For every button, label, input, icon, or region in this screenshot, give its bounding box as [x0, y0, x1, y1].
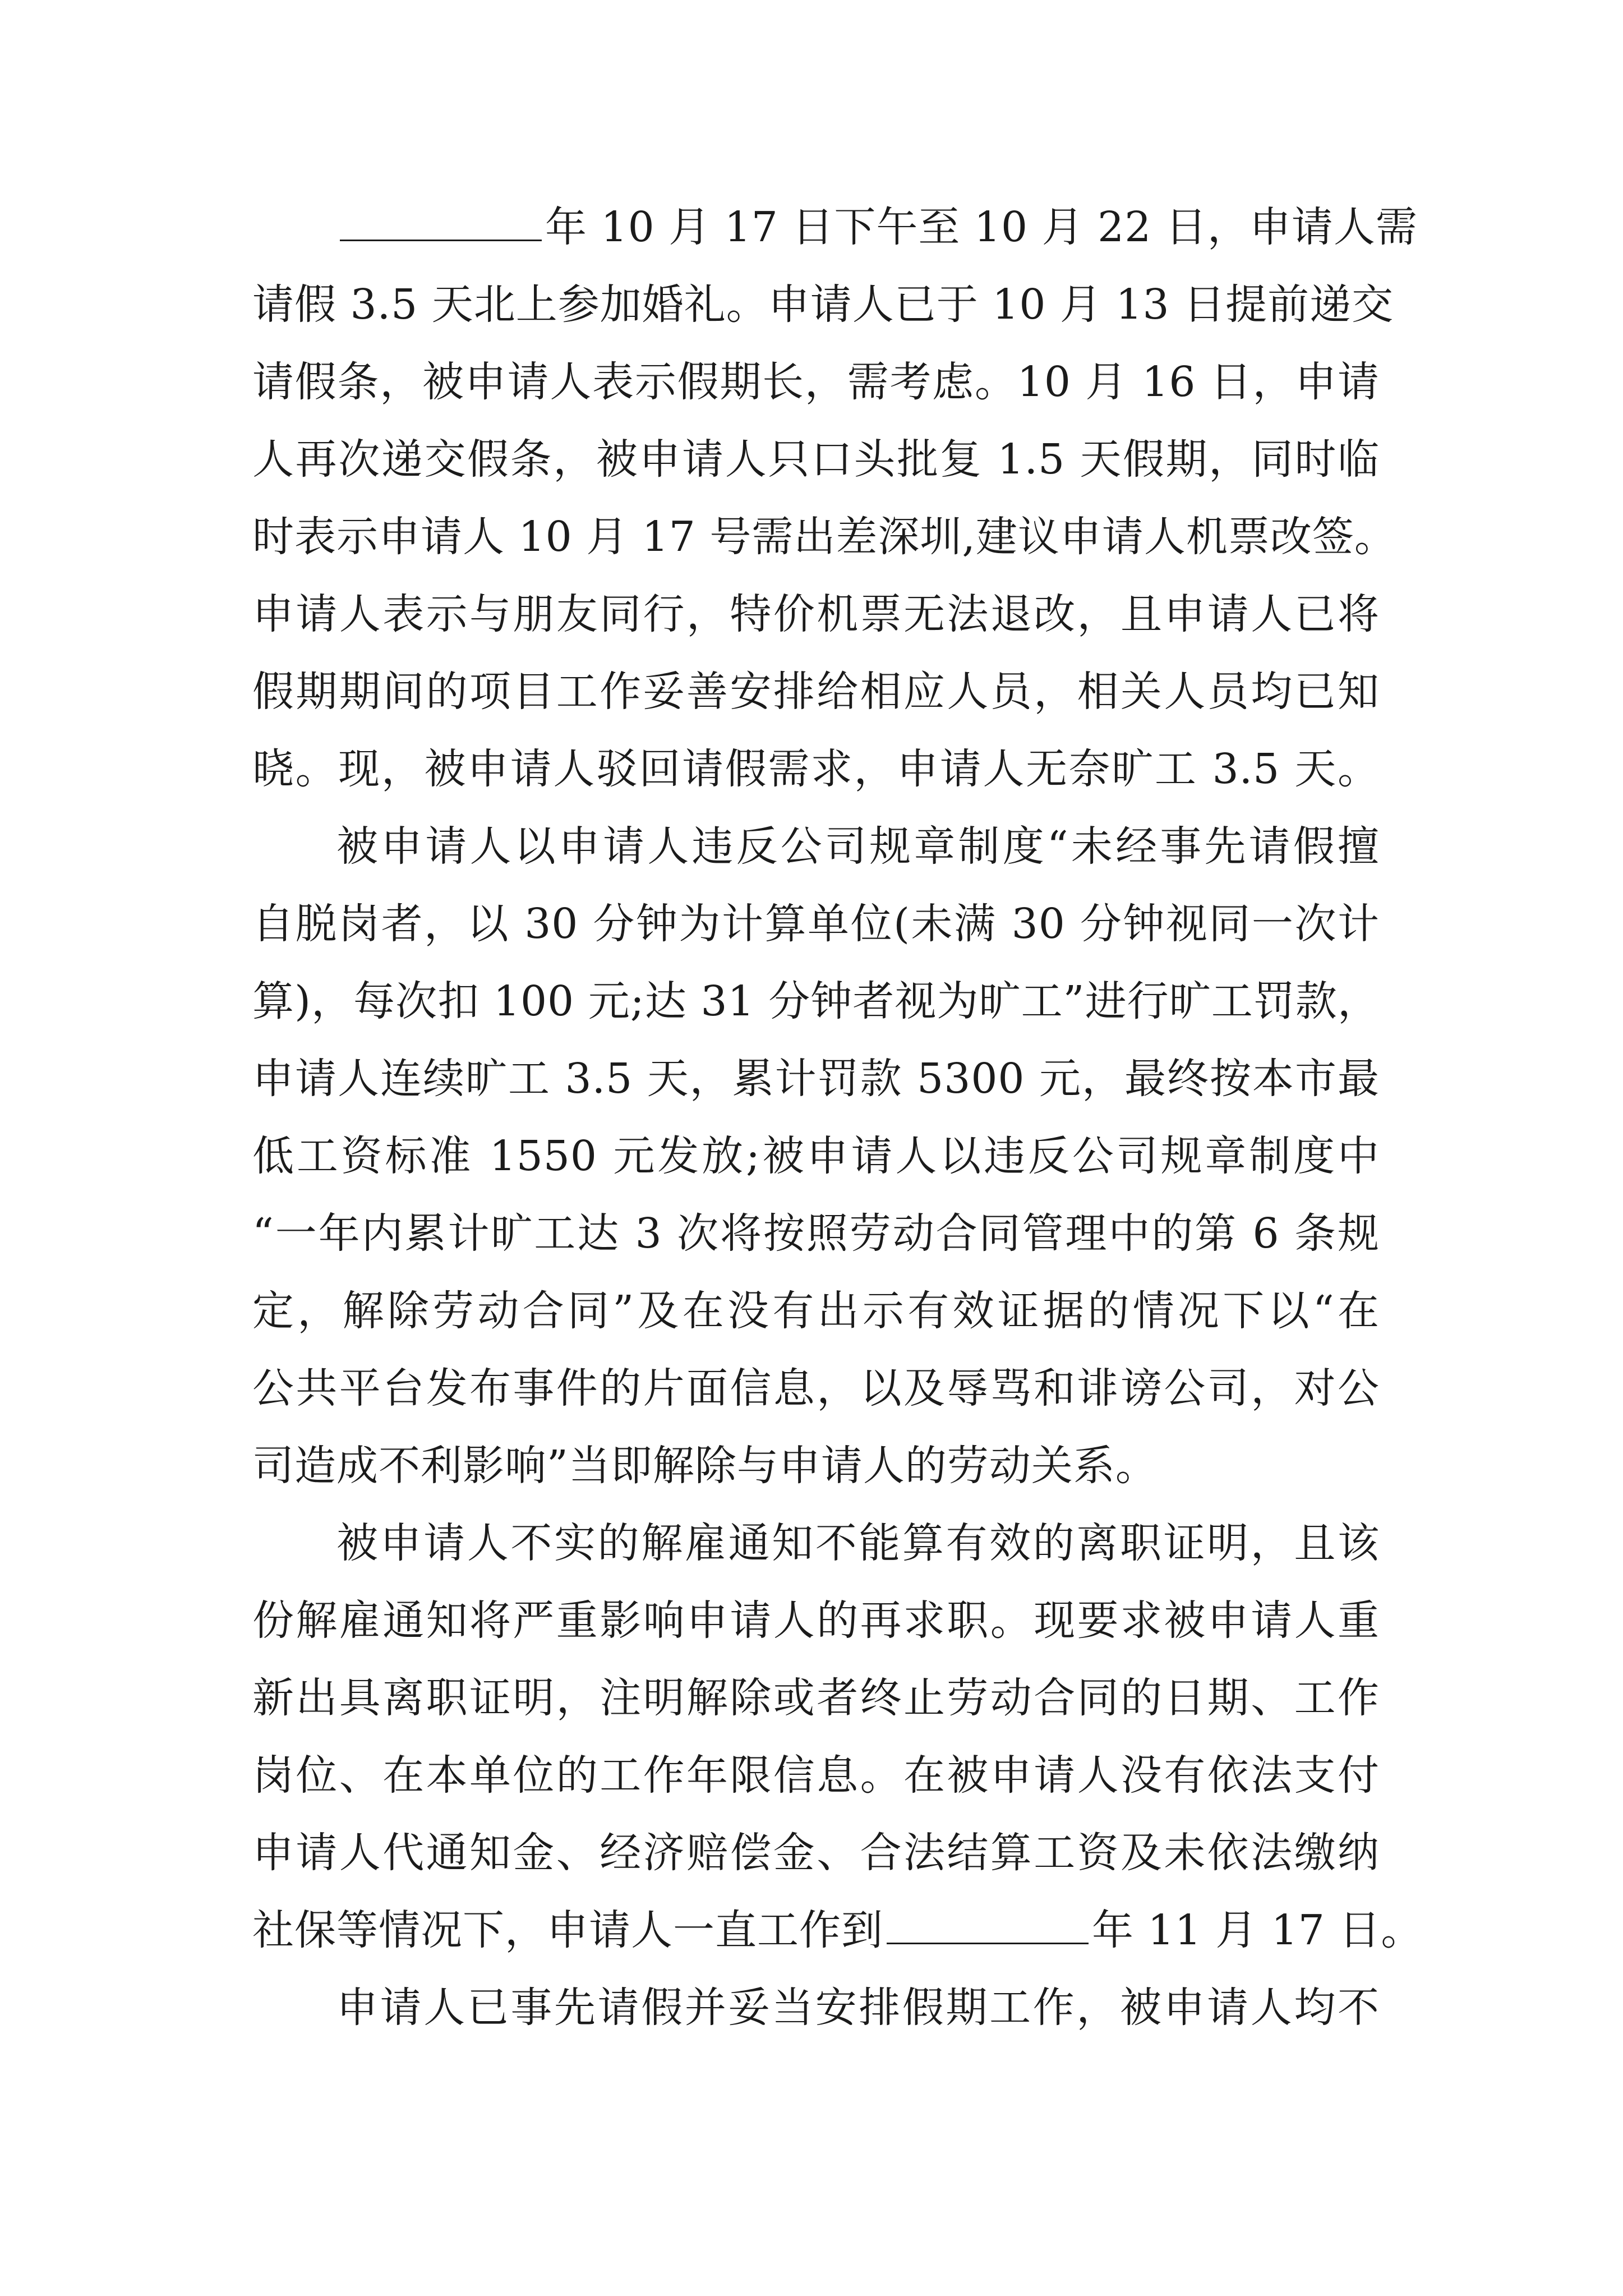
text-line [252, 1902, 1423, 1958]
text-line: 晓。现，被申请人驳回请假需求，申请人无奈旷工 3.5 天。 [252, 745, 1380, 793]
text-line: 假期期间的项目工作妥善安排给相应人员，相关人员均已知 [252, 668, 1380, 716]
text-line: 自脱岗者，以 30 分钟为计算单位(未满 30 分钟视同一次计 [252, 900, 1380, 948]
line-text: 社保等情况下，申请人一直工作到 [252, 1906, 883, 1954]
text-line: 申请人表示与朋友同行，特价机票无法退改，且申请人已将 [252, 590, 1380, 638]
text-line: 新出具离职证明，注明解除或者终止劳动合同的日期、工作 [252, 1674, 1380, 1722]
fill-in-blank [340, 206, 542, 241]
text-line: 份解雇通知将严重影响申请人的再求职。现要求被申请人重 [252, 1596, 1380, 1645]
text-line: 人再次递交假条，被申请人只口头批复 1.5 天假期，同时临 [252, 435, 1380, 484]
text-line: 请假 3.5 天北上参加婚礼。申请人已于 10 月 13 日提前递交 [252, 280, 1394, 329]
fill-in-blank [887, 1909, 1089, 1944]
text-line: 请假条，被申请人表示假期长，需考虑。10 月 16 日，申请 [252, 358, 1380, 406]
text-line: 算)，每次扣 100 元;达 31 分钟者视为旷工”进行旷工罚款， [252, 977, 1380, 1025]
text-line: 时表示申请人 10 月 17 号需出差深圳,建议申请人机票改签。 [252, 513, 1396, 561]
text-line: “一年内累计旷工达 3 次将按照劳动合同管理中的第 6 条规 [252, 1209, 1380, 1258]
text-line: 被申请人以申请人违反公司规章制度“未经事先请假擅 [336, 822, 1380, 871]
line-text: 年 10 月 17 日下午至 10 月 22 日，申请人需 [545, 203, 1418, 251]
text-line: 低工资标准 1550 元发放;被申请人以违反公司规章制度中 [252, 1132, 1380, 1180]
text-line: 申请人连续旷工 3.5 天，累计罚款 5300 元，最终按本市最 [252, 1055, 1380, 1103]
text-line: 定，解除劳动合同”及在没有出示有效证据的情况下以“在 [252, 1287, 1380, 1335]
text-line: 申请人代通知金、经济赔偿金、合法结算工资及未依法缴纳 [252, 1829, 1380, 1877]
text-line [336, 199, 1418, 255]
text-line: 申请人已事先请假并妥当安排假期工作，被申请人均不 [336, 1984, 1380, 2032]
line-text: 年 11 月 17 日。 [1092, 1906, 1423, 1954]
text-line: 被申请人不实的解雇通知不能算有效的离职证明，且该 [336, 1519, 1380, 1567]
text-line: 司造成不利影响”当即解除与申请人的劳动关系。 [252, 1442, 1158, 1490]
text-line: 岗位、在本单位的工作年限信息。在被申请人没有依法支付 [252, 1751, 1380, 1800]
text-line: 公共平台发布事件的片面信息，以及辱骂和诽谤公司，对公 [252, 1364, 1380, 1412]
